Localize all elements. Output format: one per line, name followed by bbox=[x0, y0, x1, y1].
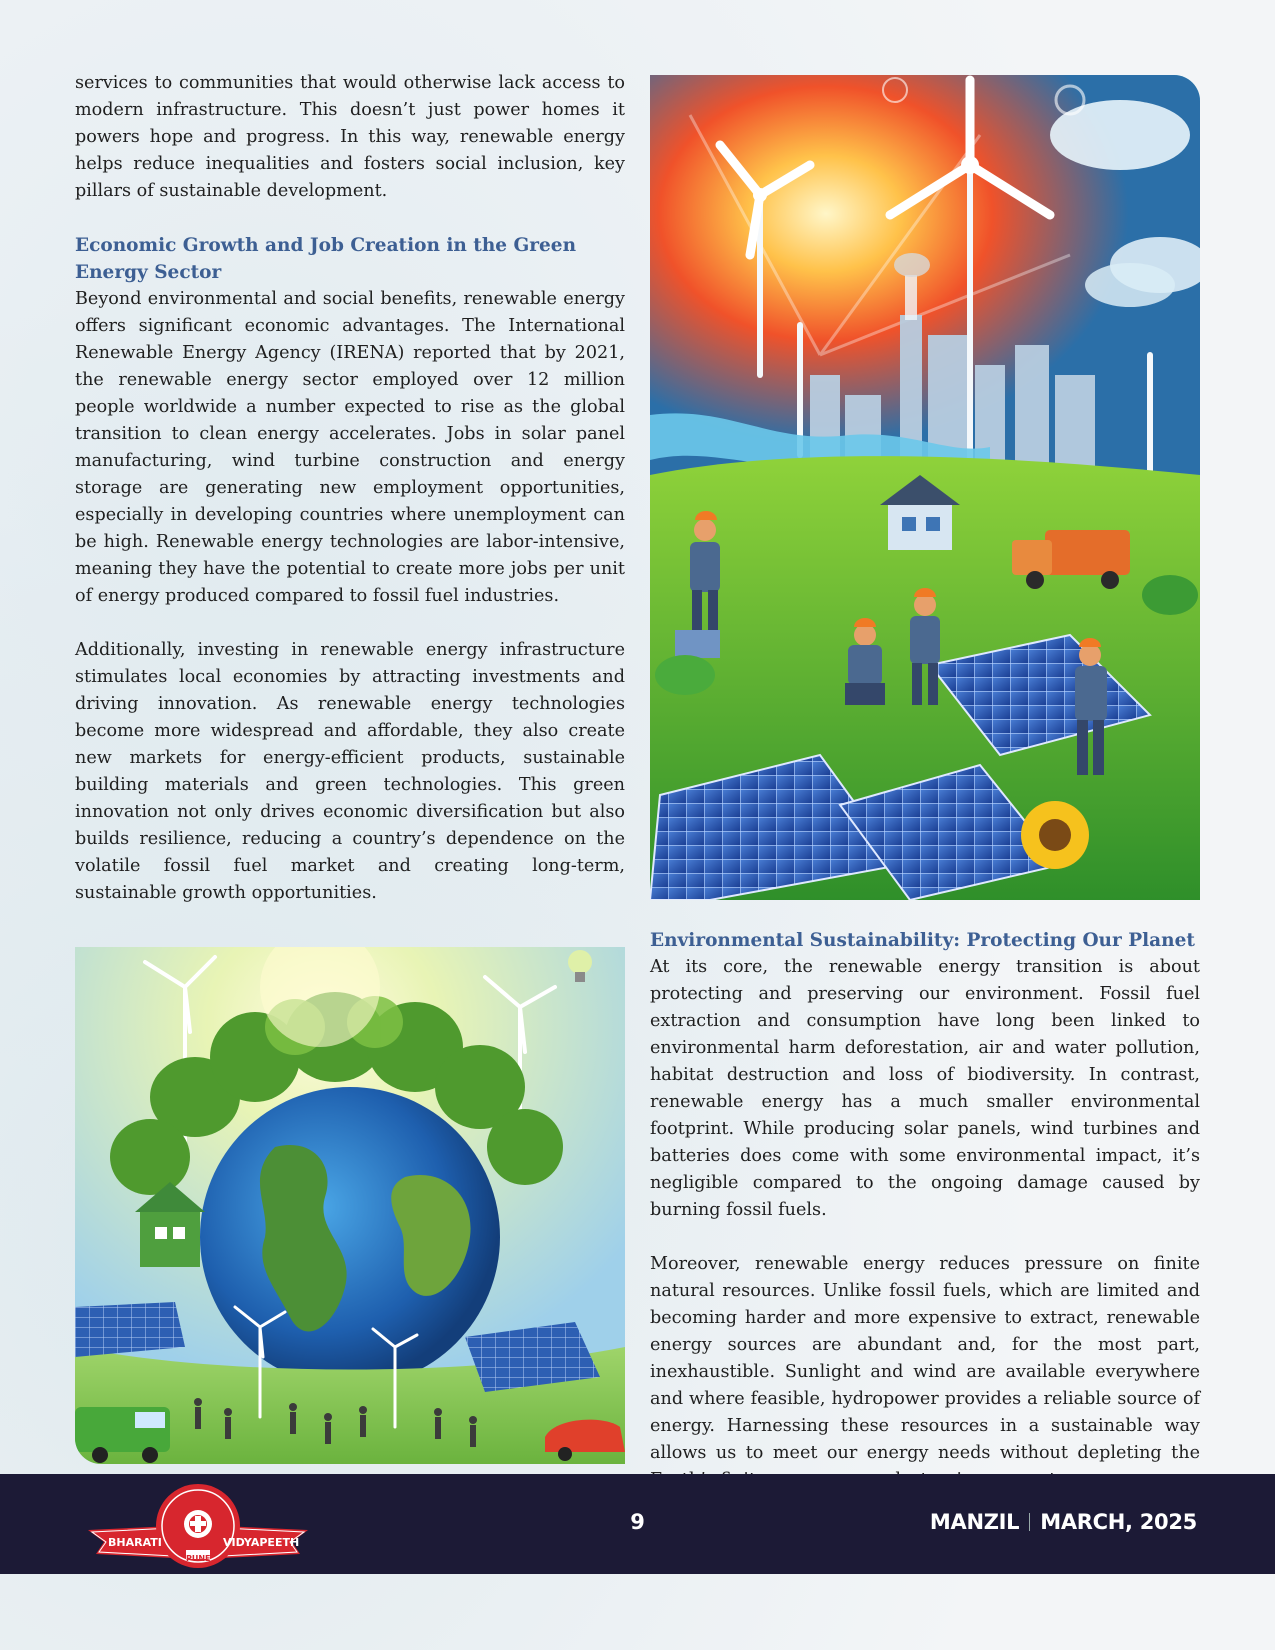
economic-paragraph-1: Beyond environmental and social benefits, renewable energy offers significant economic advantages. The International Renewable Energy Agency (IRENA) reported that by 2021, the renewable energy sector employed over 12 million people worldwide a number expected to rise as the global transition to clean energy accelerates. Jobs in solar panel manufacturing, wind turbine construction and energy storage are generating new employment opportunities, especially in developing countries where unemployment can be high. Renewable energy technologies are labor-intensive, meaning they have the potential to create more jobs per unit of energy produced compared to fossil fuel industries. bbox=[75, 289, 625, 606]
magazine-issue bbox=[930, 1510, 1197, 1534]
green-earth-illustration bbox=[75, 947, 625, 1464]
intro-paragraph: services to communities that would otherwise lack access to modern infrastructure. This doesn’t just power homes it powers hope and progress. In this way, renewable energy helps reduce inequalities and fosters social inclusion, key pillars of sustainable development. bbox=[75, 73, 625, 201]
divider bbox=[1029, 1513, 1030, 1531]
logo-city: PUNE bbox=[186, 1554, 211, 1563]
issue-date: MARCH, 2025 bbox=[1040, 1510, 1197, 1534]
right-column bbox=[650, 927, 1200, 1494]
green-energy-workers-illustration bbox=[650, 75, 1200, 900]
magazine-name: MANZIL bbox=[929, 1510, 1020, 1534]
bharati-vidyapeeth-logo bbox=[88, 1478, 308, 1574]
environment-paragraph-2: Moreover, renewable energy reduces pressure on finite natural resources. Unlike fossil fuels, which are limited and becoming harder and more expensive to extract, renewable energy sources are abundant and, for the most part, inexhaustible. Sunlight and wind are available everywhere and where feasible, hydropower provides a reliable source of energy. Harnessing these resources in a sustainable way allows us to meet our energy needs without depleting the bbox=[650, 1254, 1200, 1463]
logo-right-word: VIDYAPEETH bbox=[223, 1536, 300, 1549]
environment-heading: Environmental Sustainability: Protecting Our Planet bbox=[650, 930, 1195, 951]
page-number: 9 bbox=[630, 1510, 645, 1534]
left-column bbox=[75, 70, 625, 907]
environment-paragraph-1: At its core, the renewable energy transition is about protecting and preserving our environment. Fossil fuel extraction and consumption have long been linked to environmental harm deforestation, air and water pollution, habitat destruction and loss of biodiversity. In contrast, renewable energy has a much smaller environmental footprint. While producing solar panels, wind turbines and batteries does come with some environmental impact, it’s negligible compared to the ongoing damage caused by burning fossil fuels. bbox=[650, 957, 1200, 1220]
logo-left-word: BHARATI bbox=[108, 1536, 162, 1549]
economic-heading: Economic Growth and Job Creation in the Green Energy Sector bbox=[75, 235, 577, 283]
economic-paragraph-2: Additionally, investing in renewable energy infrastructure stimulates local economies by attracting investments and driving innovation. As renewable energy technologies become more widespread and affordable, they also create new markets for energy-efficient products, sustainable building materials and green technologies. This green innovation not only drives economic diversification but also builds resilience, reducing a country’s dependence on the volatile fossil fuel market and creating long-term, sustainable growth opportunities. bbox=[75, 640, 625, 903]
